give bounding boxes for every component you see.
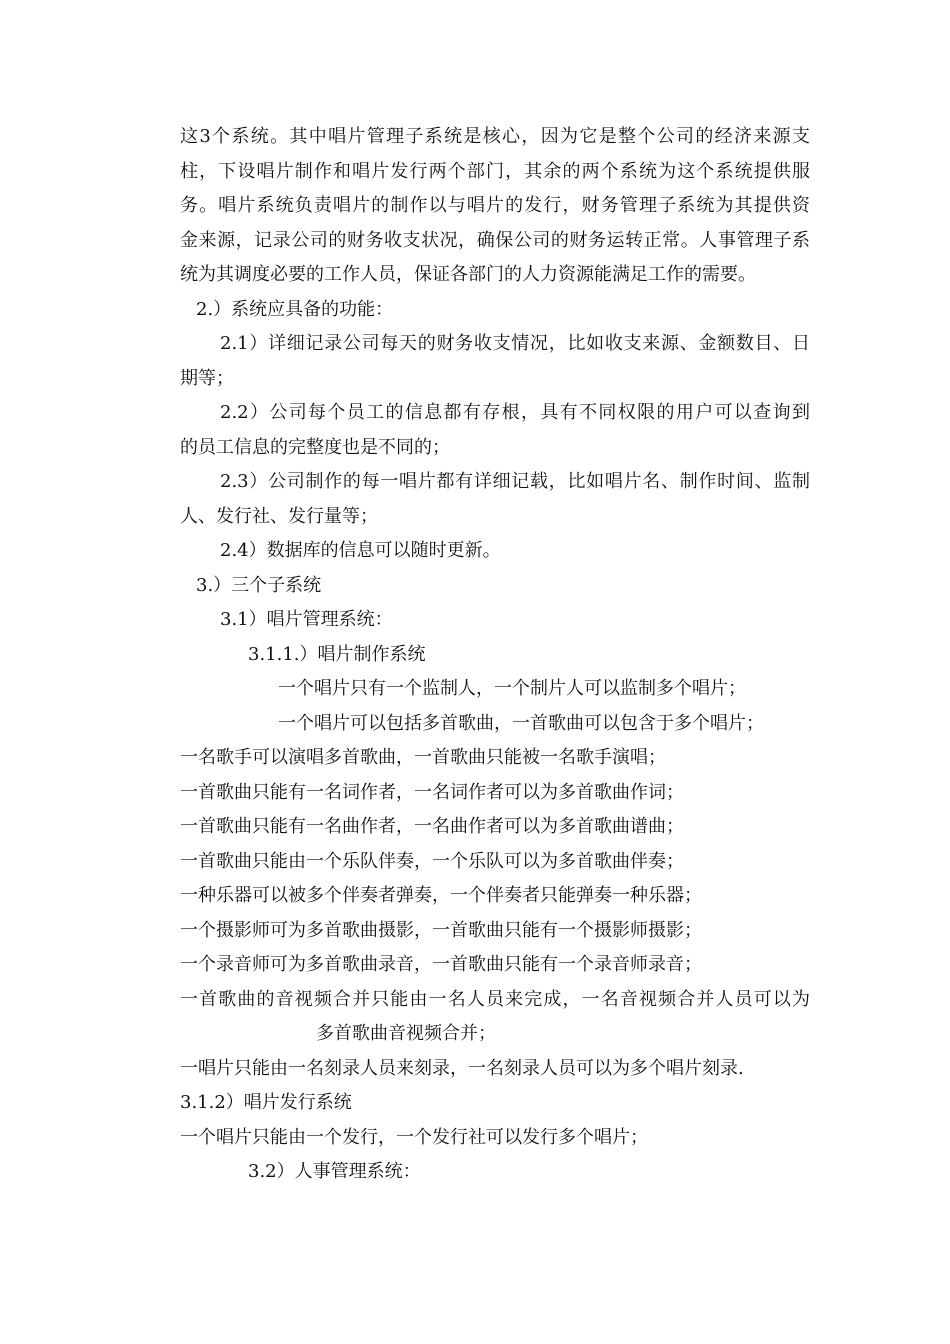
item-2-1-line-1: 2.1）详细记录公司每天的财务收支情况，比如收支来源、金额数目、日	[220, 333, 810, 354]
rule-line-3: 一名歌手可以演唱多首歌曲，一首歌曲只能被一名歌手演唱；	[180, 747, 666, 768]
rule-line-7: 一种乐器可以被多个伴奏者弹奏，一个伴奏者只能弹奏一种乐器；	[180, 885, 702, 906]
rule-line-11: 一唱片只能由一名刻录人员来刻录，一名刻录人员可以为多个唱片刻录.	[180, 1057, 744, 1079]
rule-line-8: 一个摄影师可为多首歌曲摄影，一首歌曲只能有一个摄影师摄影；	[180, 919, 702, 941]
rule-line-10-continued: 多首歌曲音视频合并；	[316, 1023, 496, 1044]
paragraph-line-2: 柱，下设唱片制作和唱片发行两个部门，其余的两个系统为这个系统提供服	[180, 160, 810, 182]
subsection-heading-3-1-1: 3.1.1.）唱片制作系统	[248, 643, 426, 665]
item-2-2-line-1: 2.2）公司每个员工的信息都有存根，具有不同权限的用户可以查询到	[220, 402, 810, 423]
item-2-2-line-2: 的员工信息的完整度也是不同的；	[180, 436, 450, 458]
rule-line-5: 一首歌曲只能有一名曲作者，一名曲作者可以为多首歌曲谱曲；	[180, 816, 684, 837]
rule-line-12: 一个唱片只能由一个发行，一个发行社可以发行多个唱片；	[180, 1126, 648, 1148]
section-heading-3: 3.）三个子系统	[196, 574, 322, 596]
paragraph-line-1: 这3个系统。其中唱片管理子系统是核心，因为它是整个公司的经济来源支	[180, 126, 810, 147]
document-body	[180, 120, 810, 1190]
item-2-1-line-2: 期等；	[180, 367, 234, 389]
item-2-4: 2.4）数据库的信息可以随时更新。	[220, 540, 501, 561]
section-heading-2: 2.）系统应具备的功能：	[196, 298, 394, 320]
subsection-heading-3-1-2: 3.1.2）唱片发行系统	[180, 1092, 352, 1113]
item-2-3-line-1: 2.3）公司制作的每一唱片都有详细记载，比如唱片名、制作时间、监制	[220, 471, 810, 492]
paragraph-line-4: 金来源，记录公司的财务收支状况，确保公司的财务运转正常。人事管理子系	[180, 229, 810, 251]
paragraph-line-3: 务。唱片系统负责唱片的制作以与唱片的发行，财务管理子系统为其提供资	[180, 195, 810, 216]
subsection-heading-3-1: 3.1）唱片管理系统：	[220, 609, 393, 630]
rule-line-9: 一个录音师可为多首歌曲录音，一首歌曲只能有一个录音师录音；	[180, 954, 702, 975]
paragraph-line-5: 统为其调度必要的工作人员，保证各部门的人力资源能满足工作的需要。	[180, 264, 756, 285]
rule-line-6: 一首歌曲只能由一个乐队伴奏，一个乐队可以为多首歌曲伴奏；	[180, 850, 684, 872]
rule-line-1: 一个唱片只有一个监制人，一个制片人可以监制多个唱片；	[278, 678, 746, 699]
rule-line-2: 一个唱片可以包括多首歌曲，一首歌曲可以包含于多个唱片；	[278, 712, 764, 734]
rule-line-4: 一首歌曲只能有一名词作者，一名词作者可以为多首歌曲作词；	[180, 781, 684, 803]
rule-line-10: 一首歌曲的音视频合并只能由一名人员来完成，一名音视频合并人员可以为	[180, 988, 810, 1010]
subsection-heading-3-2: 3.2）人事管理系统：	[248, 1161, 421, 1182]
item-2-3-line-2: 人、发行社、发行量等；	[180, 505, 378, 527]
